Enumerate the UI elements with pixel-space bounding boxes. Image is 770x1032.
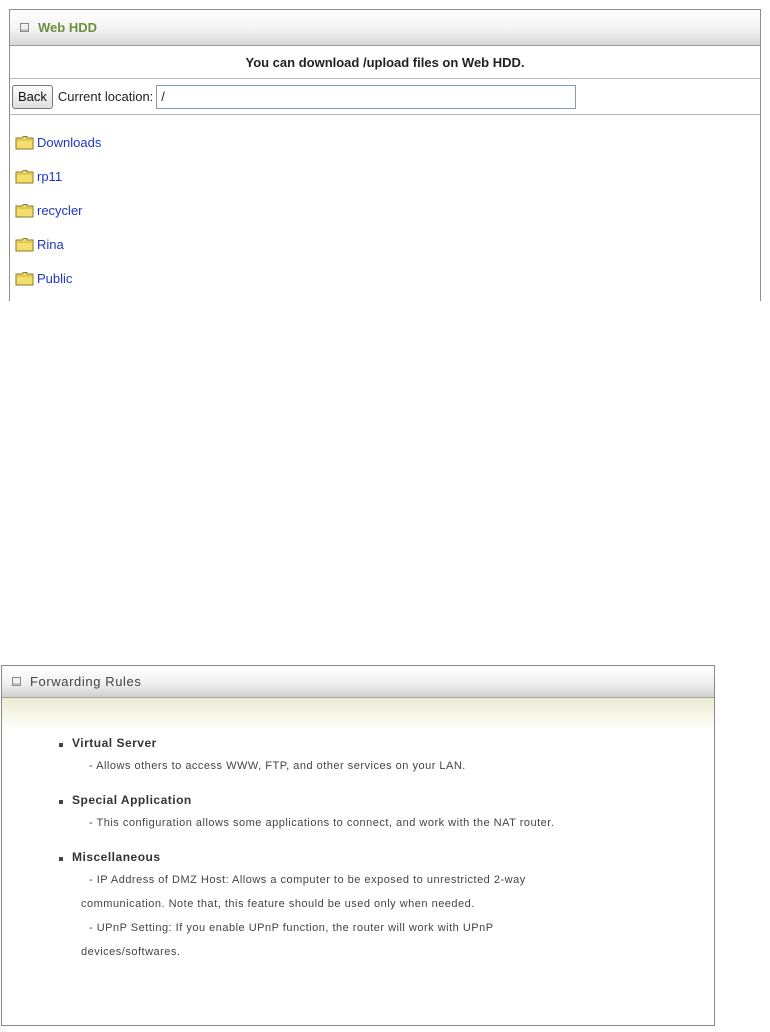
- folder-item-partial: [15, 295, 760, 301]
- section-description: communication. Note that, this feature should be used only when needed.: [81, 898, 475, 910]
- current-location-input[interactable]: [156, 85, 576, 109]
- bullet-icon: [59, 800, 63, 804]
- forwarding-rules-panel: [1, 665, 715, 1026]
- folder-item-rp11[interactable]: [15, 159, 760, 193]
- folder-link[interactable]: Public: [37, 270, 73, 286]
- section-heading: Special Application: [72, 793, 192, 807]
- current-location-label: Current location:: [57, 89, 154, 104]
- bullet-icon: [59, 743, 63, 747]
- folder-item-rina[interactable]: [15, 227, 760, 261]
- header-gradient-band: [2, 698, 714, 732]
- folder-icon: [15, 203, 34, 218]
- folder-item-public[interactable]: [15, 261, 760, 295]
- section-description: devices/softwares.: [81, 946, 181, 958]
- web-hdd-toolbar: [10, 79, 760, 115]
- section-head: [59, 732, 714, 754]
- forwarding-rules-list: [2, 732, 714, 964]
- web-hdd-panel: [9, 9, 761, 301]
- web-hdd-notice: You can download /upload files on Web HDD.: [10, 46, 760, 79]
- folder-item-downloads[interactable]: [15, 125, 760, 159]
- folder-link[interactable]: rp11: [37, 168, 63, 184]
- folder-link[interactable]: Downloads: [37, 134, 102, 150]
- bullet-icon: [59, 857, 63, 861]
- web-hdd-title: Web HDD: [38, 20, 97, 35]
- folder-icon: [15, 237, 34, 252]
- section-description: - IP Address of DMZ Host: Allows a computer to be exposed to unrestricted 2-way: [89, 874, 526, 886]
- forwarding-rules-titlebar: [2, 666, 714, 698]
- back-button[interactable]: Back: [12, 85, 53, 109]
- folder-item-recycler[interactable]: [15, 193, 760, 227]
- folder-list: [10, 115, 760, 301]
- panel-square-icon: [12, 677, 21, 686]
- section-description: - Allows others to access WWW, FTP, and other services on your LAN.: [89, 760, 466, 772]
- forwarding-rules-title: Forwarding Rules: [30, 674, 142, 689]
- section-head: [59, 846, 714, 868]
- web-hdd-titlebar: [10, 10, 760, 46]
- panel-square-icon: [20, 23, 29, 32]
- folder-icon: [15, 271, 34, 286]
- folder-link[interactable]: recycler: [37, 202, 83, 218]
- folder-link[interactable]: Rina: [37, 236, 64, 252]
- section-heading: Miscellaneous: [72, 850, 161, 864]
- section-head: [59, 789, 714, 811]
- section-miscellaneous: [59, 846, 714, 964]
- section-description: - UPnP Setting: If you enable UPnP function, the router will work with UPnP: [89, 922, 494, 934]
- folder-icon: [15, 169, 34, 184]
- folder-icon: [15, 135, 34, 150]
- section-heading: Virtual Server: [72, 736, 157, 750]
- section-virtual-server: [59, 732, 714, 778]
- section-special-application: [59, 789, 714, 835]
- section-description: - This configuration allows some applications to connect, and work with the NAT router.: [89, 817, 555, 829]
